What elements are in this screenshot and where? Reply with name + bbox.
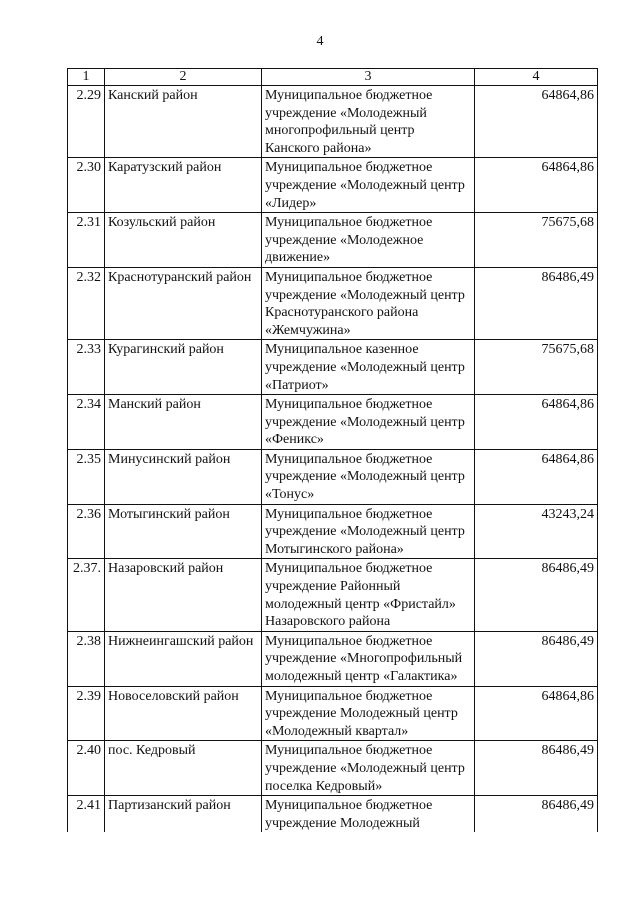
table-row xyxy=(68,449,598,504)
table-row xyxy=(68,631,598,686)
row-number: 2.31 xyxy=(68,213,105,268)
amount-value: 64864,86 xyxy=(475,395,598,450)
organization-name: Муниципальное бюджетное учреждение «Молодежный многопрофильный центр Канского района» xyxy=(262,86,475,158)
amount-value: 64864,86 xyxy=(475,449,598,504)
row-number: 2.29 xyxy=(68,86,105,158)
table-row xyxy=(68,158,598,213)
organization-name: Муниципальное бюджетное учреждение «Молодежный центр «Феникс» xyxy=(262,395,475,450)
row-number: 2.34 xyxy=(68,395,105,450)
district-name: Нижнеингашский район xyxy=(105,631,262,686)
district-name: Новоселовский район xyxy=(105,686,262,741)
organization-name: Муниципальное бюджетное учреждение Молодежный центр «Молодежный квартал» xyxy=(262,686,475,741)
column-header-2: 2 xyxy=(105,69,262,86)
amount-value: 75675,68 xyxy=(475,213,598,268)
district-name: Минусинский район xyxy=(105,449,262,504)
row-number: 2.33 xyxy=(68,340,105,395)
district-name: Канский район xyxy=(105,86,262,158)
row-number: 2.35 xyxy=(68,449,105,504)
row-number: 2.38 xyxy=(68,631,105,686)
table-row xyxy=(68,86,598,158)
row-number: 2.30 xyxy=(68,158,105,213)
column-header-1: 1 xyxy=(68,69,105,86)
district-name: пос. Кедровый xyxy=(105,741,262,796)
organization-name: Муниципальное бюджетное учреждение «Молодежный центр «Тонус» xyxy=(262,449,475,504)
amount-value: 86486,49 xyxy=(475,796,598,833)
table-row xyxy=(68,213,598,268)
table-row xyxy=(68,559,598,631)
table-row xyxy=(68,340,598,395)
district-name: Краснотуранский район xyxy=(105,267,262,339)
row-number: 2.39 xyxy=(68,686,105,741)
amount-value: 86486,49 xyxy=(475,559,598,631)
page-number: 4 xyxy=(316,34,324,49)
district-name: Назаровский район xyxy=(105,559,262,631)
amount-value: 86486,49 xyxy=(475,741,598,796)
row-number: 2.40 xyxy=(68,741,105,796)
amount-value: 75675,68 xyxy=(475,340,598,395)
amount-value: 64864,86 xyxy=(475,158,598,213)
organization-name: Муниципальное бюджетное учреждение «Молодежный центр поселка Кедровый» xyxy=(262,741,475,796)
organization-name: Муниципальное бюджетное учреждение «Молодежный центр Краснотуранского района «Жемчужина» xyxy=(262,267,475,339)
table-row xyxy=(68,267,598,339)
amount-value: 64864,86 xyxy=(475,686,598,741)
organization-name: Муниципальное казенное учреждение «Молодежный центр «Патриот» xyxy=(262,340,475,395)
row-number: 2.41 xyxy=(68,796,105,833)
column-header-3: 3 xyxy=(262,69,475,86)
row-number: 2.37. xyxy=(68,559,105,631)
table-row xyxy=(68,686,598,741)
organization-name: Муниципальное бюджетное учреждение Молодежный xyxy=(262,796,475,833)
amount-value: 86486,49 xyxy=(475,267,598,339)
organization-name: Муниципальное бюджетное учреждение «Молодежный центр Мотыгинского района» xyxy=(262,504,475,559)
district-name: Манский район xyxy=(105,395,262,450)
column-header-4: 4 xyxy=(475,69,598,86)
district-name: Козульский район xyxy=(105,213,262,268)
organization-name: Муниципальное бюджетное учреждение «Многопрофильный молодежный центр «Галактика» xyxy=(262,631,475,686)
organization-name: Муниципальное бюджетное учреждение Районный молодежный центр «Фристайл» Назаровского района xyxy=(262,559,475,631)
district-name: Мотыгинский район xyxy=(105,504,262,559)
allocation-table xyxy=(67,68,598,832)
amount-value: 86486,49 xyxy=(475,631,598,686)
table-row xyxy=(68,395,598,450)
organization-name: Муниципальное бюджетное учреждение «Молодежное движение» xyxy=(262,213,475,268)
district-name: Партизанский район xyxy=(105,796,262,833)
row-number: 2.32 xyxy=(68,267,105,339)
table-row xyxy=(68,796,598,833)
table-row xyxy=(68,504,598,559)
district-name: Курагинский район xyxy=(105,340,262,395)
row-number: 2.36 xyxy=(68,504,105,559)
amount-value: 64864,86 xyxy=(475,86,598,158)
organization-name: Муниципальное бюджетное учреждение «Молодежный центр «Лидер» xyxy=(262,158,475,213)
district-name: Каратузский район xyxy=(105,158,262,213)
table-body xyxy=(68,86,598,833)
header-row xyxy=(68,69,598,86)
amount-value: 43243,24 xyxy=(475,504,598,559)
table-row xyxy=(68,741,598,796)
